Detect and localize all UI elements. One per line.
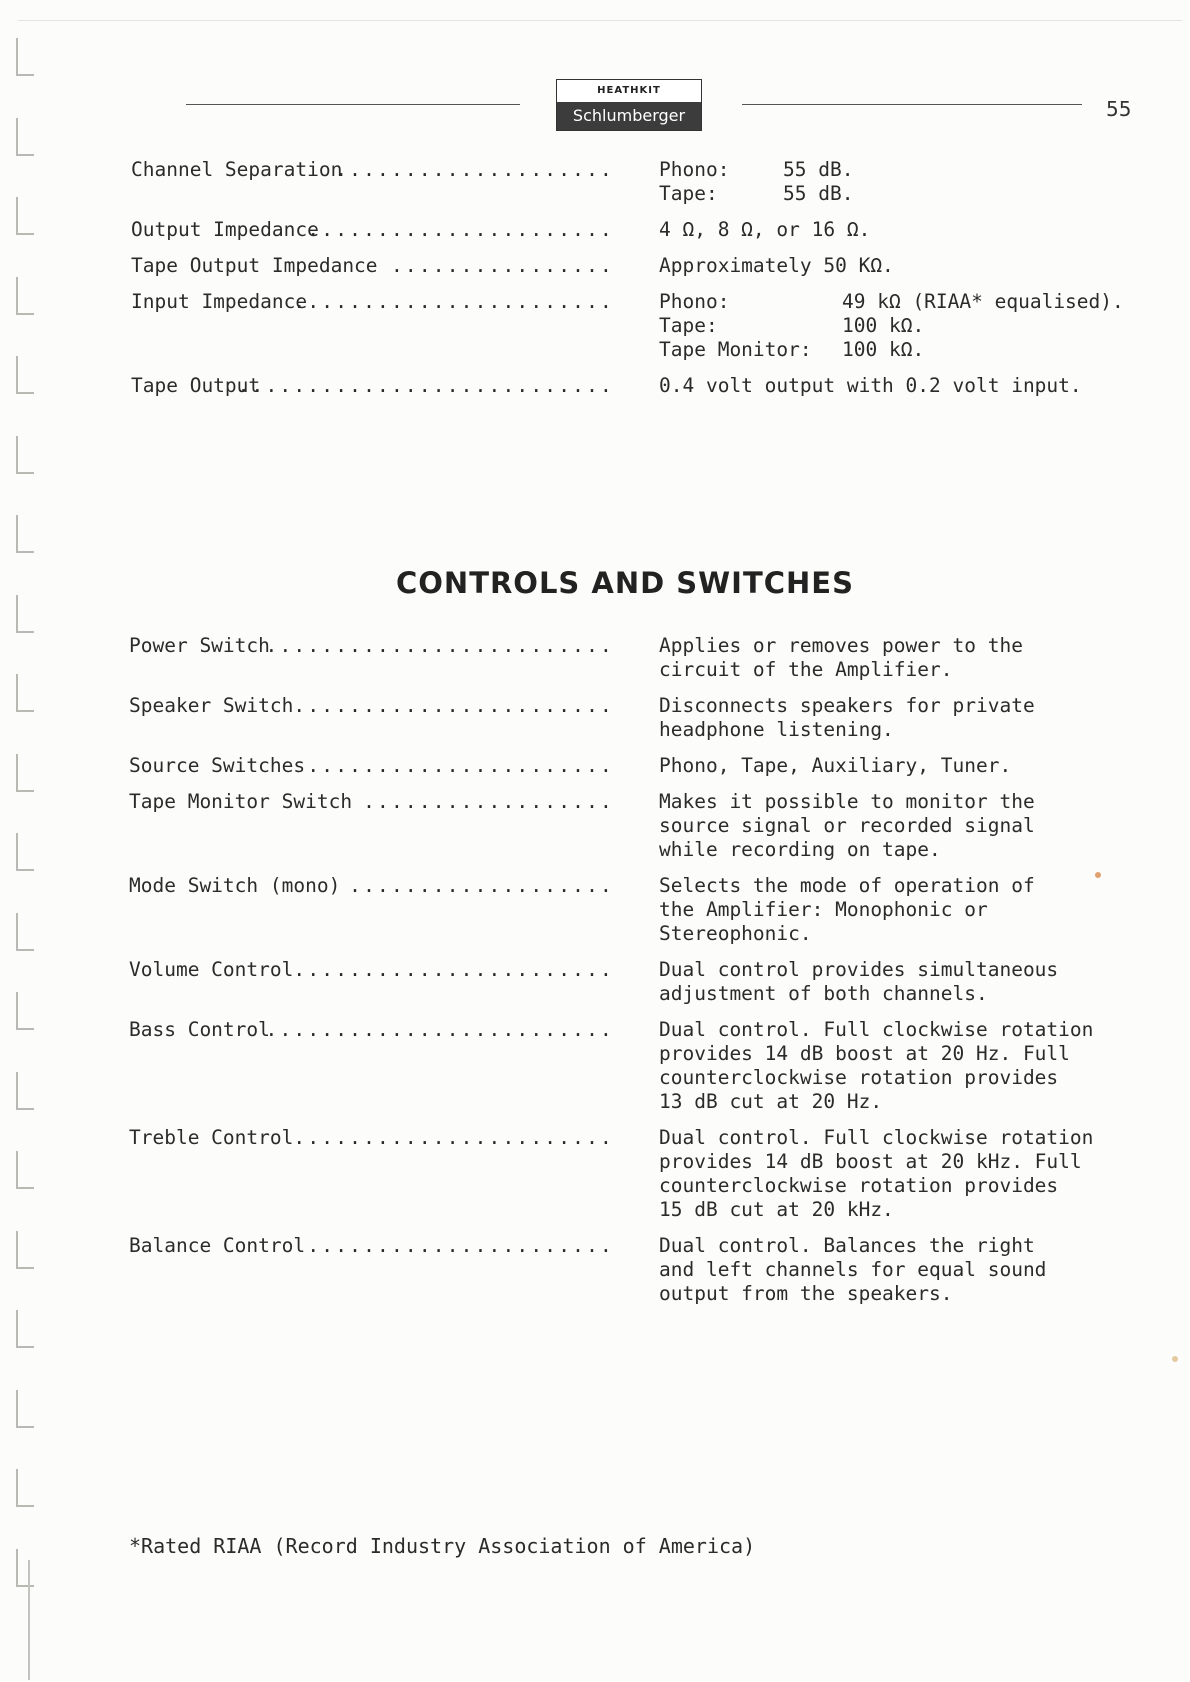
description-line: 15 dB cut at 20 kHz.: [659, 1198, 894, 1221]
description-line: and left channels for equal sound: [659, 1258, 1047, 1281]
logo-schlumberger-text: Schlumberger: [557, 102, 701, 130]
control-description: [659, 1126, 1139, 1222]
binding-holes: [0, 0, 44, 1682]
description-line: source signal or recorded signal: [659, 814, 1035, 837]
control-label: Source Switches: [129, 754, 306, 777]
description-line: Disconnects speakers for private: [659, 694, 1035, 717]
spec-label: Channel Separation: [131, 158, 343, 181]
control-description: [659, 1234, 1139, 1306]
binding-mark: [16, 595, 34, 633]
description-line: Dual control. Balances the right: [659, 1234, 1035, 1257]
description-line: Applies or removes power to the: [659, 634, 1023, 657]
description-line: provides 14 dB boost at 20 kHz. Full: [659, 1150, 1082, 1173]
leader-dots: ..................: [363, 790, 614, 813]
description-line: Selects the mode of operation of: [659, 874, 1035, 897]
heathkit-schlumberger-logo: [556, 79, 702, 131]
spec-value: [659, 218, 1139, 242]
binding-mark: [16, 515, 34, 553]
leader-dots: .........................: [265, 634, 614, 657]
header-rule-left: [186, 104, 520, 105]
spec-key: Tape Monitor:: [659, 338, 812, 361]
description-line: counterclockwise rotation provides: [659, 1174, 1059, 1197]
description-line: Stereophonic.: [659, 922, 812, 945]
control-description: [659, 790, 1139, 862]
spec-val: 100 kΩ.: [842, 338, 925, 361]
spec-value: [659, 254, 1139, 278]
binding-mark: [16, 674, 34, 712]
spec-val: 49 kΩ (RIAA* equalised).: [842, 290, 1124, 313]
control-label: Mode Switch (mono): [129, 874, 341, 897]
spec-key: Phono:: [659, 290, 730, 313]
spec-val: 4 Ω, 8 Ω, or 16 Ω.: [659, 218, 871, 241]
description-line: Makes it possible to monitor the: [659, 790, 1035, 813]
leader-dots: .......................: [293, 1126, 614, 1149]
description-line: Dual control provides simultaneous: [659, 958, 1059, 981]
leader-dots: ......................: [307, 1234, 614, 1257]
leader-dots: ...........................: [237, 374, 614, 397]
leader-dots: .......................: [293, 694, 614, 717]
leader-dots: ................: [390, 254, 614, 277]
description-line: while recording on tape.: [659, 838, 941, 861]
binding-mark: [16, 1151, 34, 1189]
binding-mark: [16, 1072, 34, 1110]
binding-mark: [16, 277, 34, 315]
control-description: [659, 1018, 1139, 1114]
leader-dots: ......................: [307, 218, 614, 241]
control-description: [659, 874, 1139, 946]
spec-val: Approximately 50 KΩ.: [659, 254, 894, 277]
page-number: 55: [1106, 97, 1132, 121]
spec-key: Phono:: [659, 158, 730, 181]
spec-val: 55 dB.: [783, 158, 854, 181]
control-label: Bass Control: [129, 1018, 270, 1041]
spec-label: Input Impedance: [131, 290, 308, 313]
spec-val: 55 dB.: [783, 182, 854, 205]
leader-dots: .......................: [293, 958, 614, 981]
description-line: circuit of the Amplifier.: [659, 658, 953, 681]
control-label: Volume Control: [129, 958, 294, 981]
leader-dots: ....................: [335, 158, 614, 181]
leader-dots: ...................: [349, 874, 614, 897]
control-description: [659, 754, 1139, 778]
binding-mark: [16, 992, 34, 1030]
spec-val: 100 kΩ.: [842, 314, 925, 337]
control-description: [659, 958, 1139, 1006]
control-description: [659, 634, 1139, 682]
spec-label: Output Impedance: [131, 218, 319, 241]
binding-mark: [16, 833, 34, 871]
binding-mark: [16, 197, 34, 235]
footnote: *Rated RIAA (Record Industry Association of America): [129, 1534, 756, 1558]
spec-key: Tape:: [659, 182, 718, 205]
binding-mark: [16, 38, 34, 76]
spec-value: [659, 374, 1139, 398]
binding-mark: [16, 1231, 34, 1269]
description-line: counterclockwise rotation provides: [659, 1066, 1059, 1089]
spec-val: 0.4 volt output with 0.2 volt input.: [659, 374, 1082, 397]
control-label: Tape Monitor Switch: [129, 790, 353, 813]
binding-edge: [28, 1560, 30, 1680]
section-title: CONTROLS AND SWITCHES: [395, 566, 854, 600]
leader-dots: ......................: [307, 754, 614, 777]
page-top-edge: [18, 20, 1182, 21]
description-line: provides 14 dB boost at 20 Hz. Full: [659, 1042, 1070, 1065]
binding-mark: [16, 118, 34, 156]
binding-mark: [16, 754, 34, 792]
spec-value: [659, 290, 1139, 362]
description-line: Dual control. Full clockwise rotation: [659, 1018, 1094, 1041]
binding-mark: [16, 1469, 34, 1507]
binding-mark: [16, 1549, 34, 1587]
paper-speck: [1172, 1356, 1178, 1362]
control-label: Power Switch: [129, 634, 270, 657]
description-line: Dual control. Full clockwise rotation: [659, 1126, 1094, 1149]
spec-value: [659, 158, 1139, 206]
description-line: 13 dB cut at 20 Hz.: [659, 1090, 883, 1113]
control-label: Balance Control: [129, 1234, 306, 1257]
paper-speck: [1095, 872, 1101, 878]
header-rule-right: [742, 104, 1082, 105]
description-line: headphone listening.: [659, 718, 894, 741]
spec-label: Tape Output: [131, 374, 261, 397]
binding-mark: [16, 356, 34, 394]
binding-mark: [16, 1310, 34, 1348]
description-line: the Amplifier: Monophonic or: [659, 898, 988, 921]
control-description: [659, 694, 1139, 742]
control-label: Treble Control: [129, 1126, 294, 1149]
spec-label: Tape Output Impedance: [131, 254, 378, 277]
leader-dots: .........................: [265, 1018, 614, 1041]
description-line: output from the speakers.: [659, 1282, 953, 1305]
binding-mark: [16, 436, 34, 474]
control-label: Speaker Switch: [129, 694, 294, 717]
leader-dots: .......................: [293, 290, 614, 313]
logo-heathkit-text: HEATHKIT: [597, 85, 661, 96]
description-line: adjustment of both channels.: [659, 982, 988, 1005]
binding-mark: [16, 913, 34, 951]
spec-key: Tape:: [659, 314, 718, 337]
binding-mark: [16, 1390, 34, 1428]
description-line: Phono, Tape, Auxiliary, Tuner.: [659, 754, 1012, 777]
